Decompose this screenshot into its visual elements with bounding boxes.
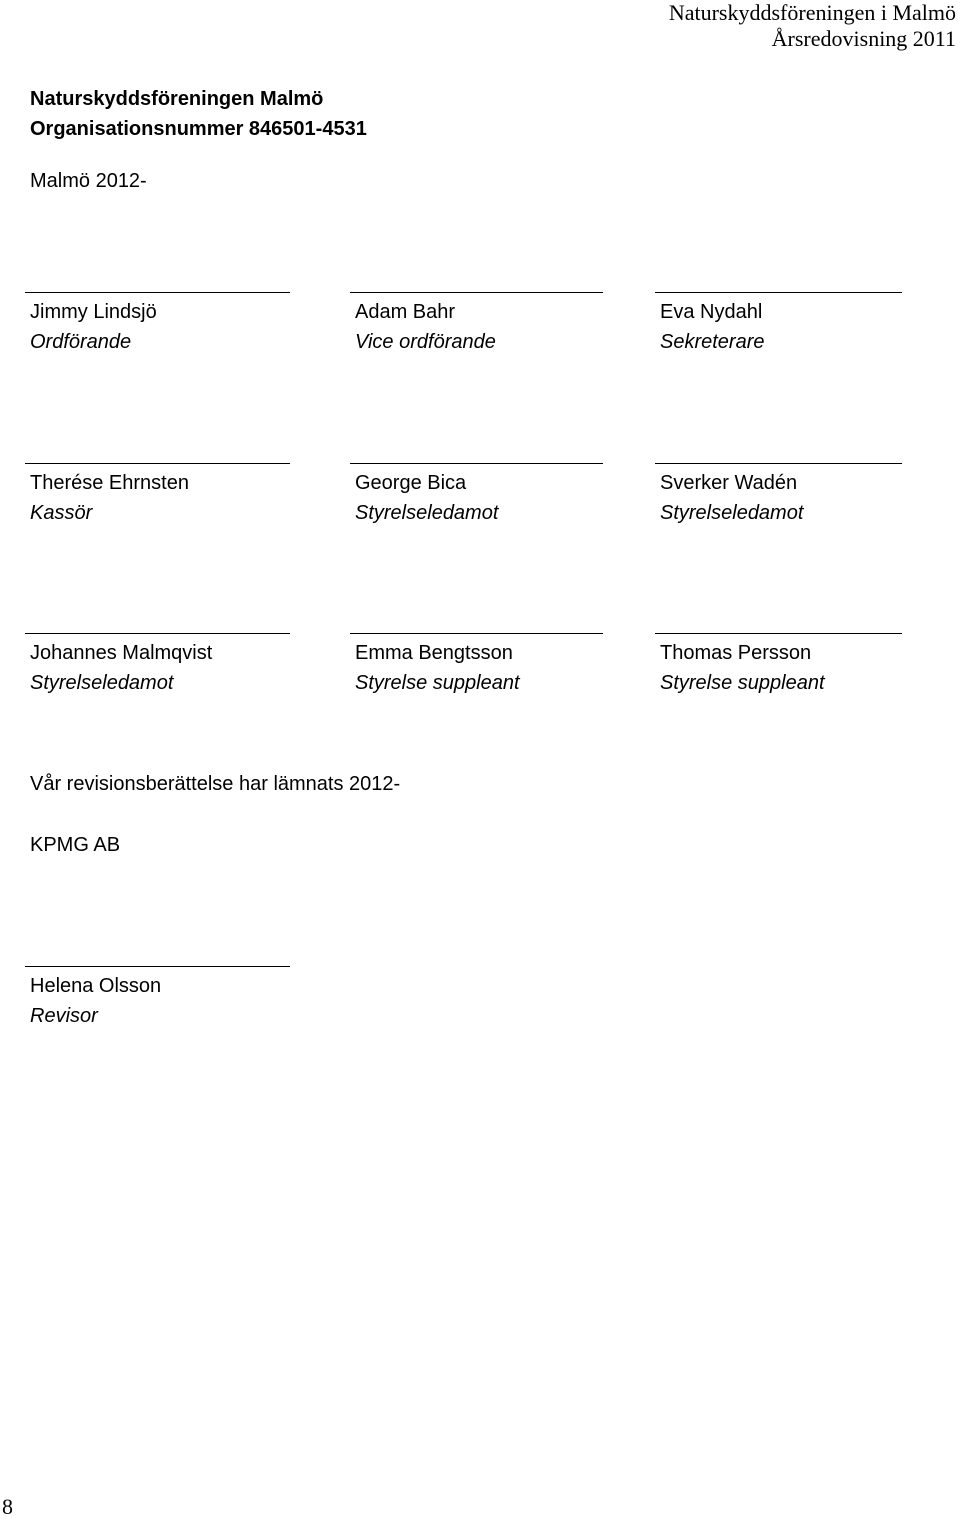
signature-block (655, 463, 902, 528)
signatory-role: Kassör (30, 502, 93, 524)
organization-name: Naturskyddsföreningen Malmö (30, 88, 324, 110)
signatory-role: Ordförande (30, 331, 132, 353)
signatory-name: Johannes Malmqvist (30, 642, 213, 664)
signature-block (350, 292, 603, 357)
signature-line (25, 633, 290, 634)
auditor-role: Revisor (30, 1005, 98, 1027)
signature-block (655, 633, 902, 698)
organization-block (30, 84, 367, 144)
page-number: 8 (2, 1494, 13, 1519)
signature-line (350, 292, 603, 293)
signature-line (350, 633, 603, 634)
audit-statement: Vår revisionsberättelse har lämnats 2012- (30, 773, 401, 795)
signature-line (655, 292, 902, 293)
signatory-role: Styrelseledamot (30, 672, 174, 694)
signature-block (655, 292, 902, 357)
signatory-role: Styrelse suppleant (355, 672, 520, 694)
auditor-name: Helena Olsson (30, 975, 162, 997)
signature-block (350, 463, 603, 528)
signatory-role: Styrelse suppleant (660, 672, 825, 694)
header-org-name: Naturskyddsföreningen i Malmö (668, 0, 956, 25)
signatory-name: George Bica (355, 472, 467, 494)
signatory-name: Jimmy Lindsjö (30, 301, 157, 323)
signatory-name: Eva Nydahl (660, 301, 763, 323)
signatory-role: Styrelseledamot (660, 502, 804, 524)
signature-block (25, 633, 290, 698)
signatory-name: Thomas Persson (660, 642, 812, 664)
signature-line (655, 463, 902, 464)
audit-firm: KPMG AB (30, 834, 121, 856)
signatory-name: Sverker Wadén (660, 472, 798, 494)
signatory-name: Therése Ehrnsten (30, 472, 189, 494)
header-report-title: Årsredovisning 2011 (771, 26, 956, 51)
signatory-role: Vice ordförande (355, 331, 496, 353)
auditor-signature-block (25, 966, 290, 1031)
signature-block (25, 292, 290, 357)
signatory-role: Sekreterare (660, 331, 765, 353)
signatory-name: Adam Bahr (355, 301, 456, 323)
place-date: Malmö 2012- (30, 170, 147, 192)
signature-block (350, 633, 603, 698)
signature-line (655, 633, 902, 634)
signature-line (25, 463, 290, 464)
page-header (669, 0, 956, 52)
signature-line (25, 292, 290, 293)
signature-line (25, 966, 290, 967)
signature-block (25, 463, 290, 528)
signatory-role: Styrelseledamot (355, 502, 499, 524)
organization-number: Organisationsnummer 846501-4531 (30, 118, 367, 140)
signature-line (350, 463, 603, 464)
signatory-name: Emma Bengtsson (355, 642, 513, 664)
